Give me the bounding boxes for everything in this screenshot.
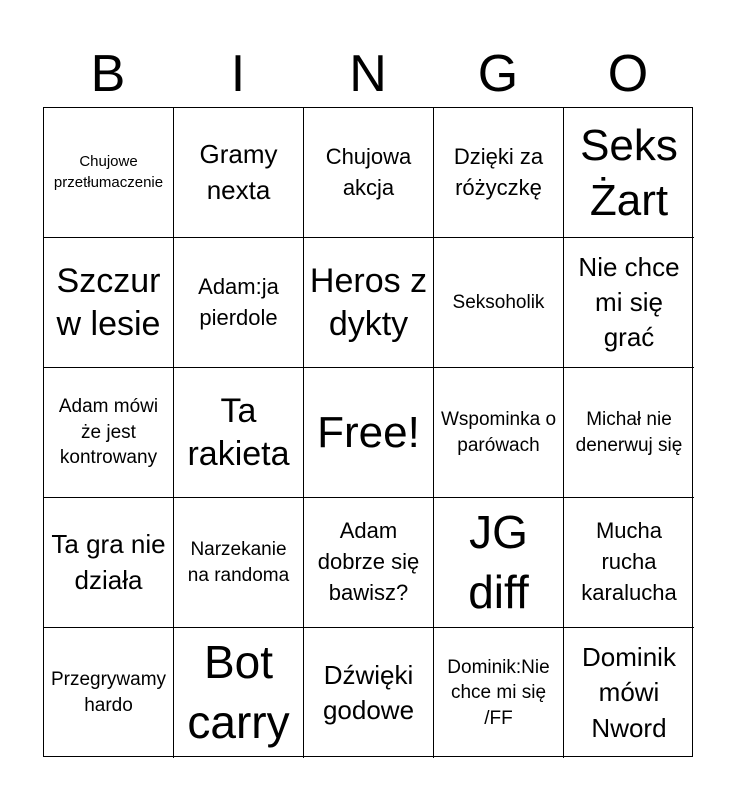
header-letter-g: G	[477, 45, 519, 103]
cell-text: Wspominka o parówach	[440, 408, 557, 456]
bingo-cell[interactable]	[564, 108, 694, 238]
bingo-cell[interactable]	[564, 498, 694, 628]
bingo-cell[interactable]	[564, 368, 694, 498]
cell-text: Ta gra nie działa	[51, 529, 166, 595]
bingo-cell[interactable]	[44, 498, 174, 628]
cell-text: Chujowe przetłumaczenie	[53, 153, 164, 191]
cell-text: Heros z dykty	[309, 262, 428, 343]
bingo-cell[interactable]	[434, 108, 564, 238]
bingo-cell[interactable]	[304, 238, 434, 368]
cell-text: Przegrywamy hardo	[50, 669, 167, 716]
bingo-cell[interactable]	[174, 368, 304, 498]
bingo-header	[43, 40, 693, 108]
bingo-cell[interactable]	[304, 628, 434, 758]
bingo-cell[interactable]	[174, 628, 304, 758]
bingo-cell[interactable]	[434, 628, 564, 758]
cell-text: Narzekanie na randoma	[187, 538, 290, 586]
cell-text: Nie chce mi się grać	[578, 251, 680, 353]
cell-text: Dominik mówi Nword	[582, 642, 676, 743]
bingo-cell[interactable]	[44, 108, 174, 238]
cell-text: Dzięki za różyczkę	[453, 143, 544, 200]
bingo-cell[interactable]	[44, 368, 174, 498]
header-letter-n: N	[349, 45, 387, 103]
cell-text: Chujowa akcja	[325, 143, 412, 200]
bingo-cell[interactable]	[174, 238, 304, 368]
cell-text: Ta rakieta	[187, 392, 290, 473]
header-letter-i: I	[230, 45, 246, 103]
cell-text: Seksoholik	[452, 291, 545, 313]
cell-text: Bot carry	[187, 636, 290, 748]
header-letter-b: B	[90, 45, 126, 103]
cell-text: Dominik:Nie chce mi się /FF	[447, 656, 550, 729]
bingo-board	[43, 107, 693, 757]
bingo-cell[interactable]	[44, 238, 174, 368]
bingo-cell[interactable]	[564, 238, 694, 368]
bingo-cell[interactable]	[44, 628, 174, 758]
header-letter-o: O	[607, 45, 649, 103]
bingo-cell[interactable]	[434, 368, 564, 498]
cell-text: Szczur w lesie	[56, 262, 161, 343]
cell-text: Adam dobrze się bawisz?	[317, 518, 420, 605]
bingo-cell[interactable]	[174, 498, 304, 628]
bingo-cell[interactable]	[174, 108, 304, 238]
cell-text: Michał nie denerwuj się	[575, 408, 683, 456]
cell-text: Mucha rucha karalucha	[581, 518, 677, 605]
cell-text: Seks Żart	[580, 120, 678, 225]
cell-text: Adam mówi że jest kontrowany	[58, 396, 159, 469]
bingo-cell[interactable]	[564, 628, 694, 758]
cell-text: Free!	[317, 408, 420, 457]
cell-text: Dźwięki godowe	[322, 659, 415, 725]
cell-text: JG diff	[468, 505, 529, 618]
bingo-cell[interactable]	[434, 238, 564, 368]
cell-text: Gramy nexta	[199, 139, 278, 205]
bingo-cell[interactable]	[434, 498, 564, 628]
bingo-cell[interactable]	[304, 498, 434, 628]
cell-text: Adam:ja pierdole	[198, 273, 279, 330]
bingo-cell[interactable]	[304, 108, 434, 238]
bingo-cell-free[interactable]	[304, 368, 434, 498]
